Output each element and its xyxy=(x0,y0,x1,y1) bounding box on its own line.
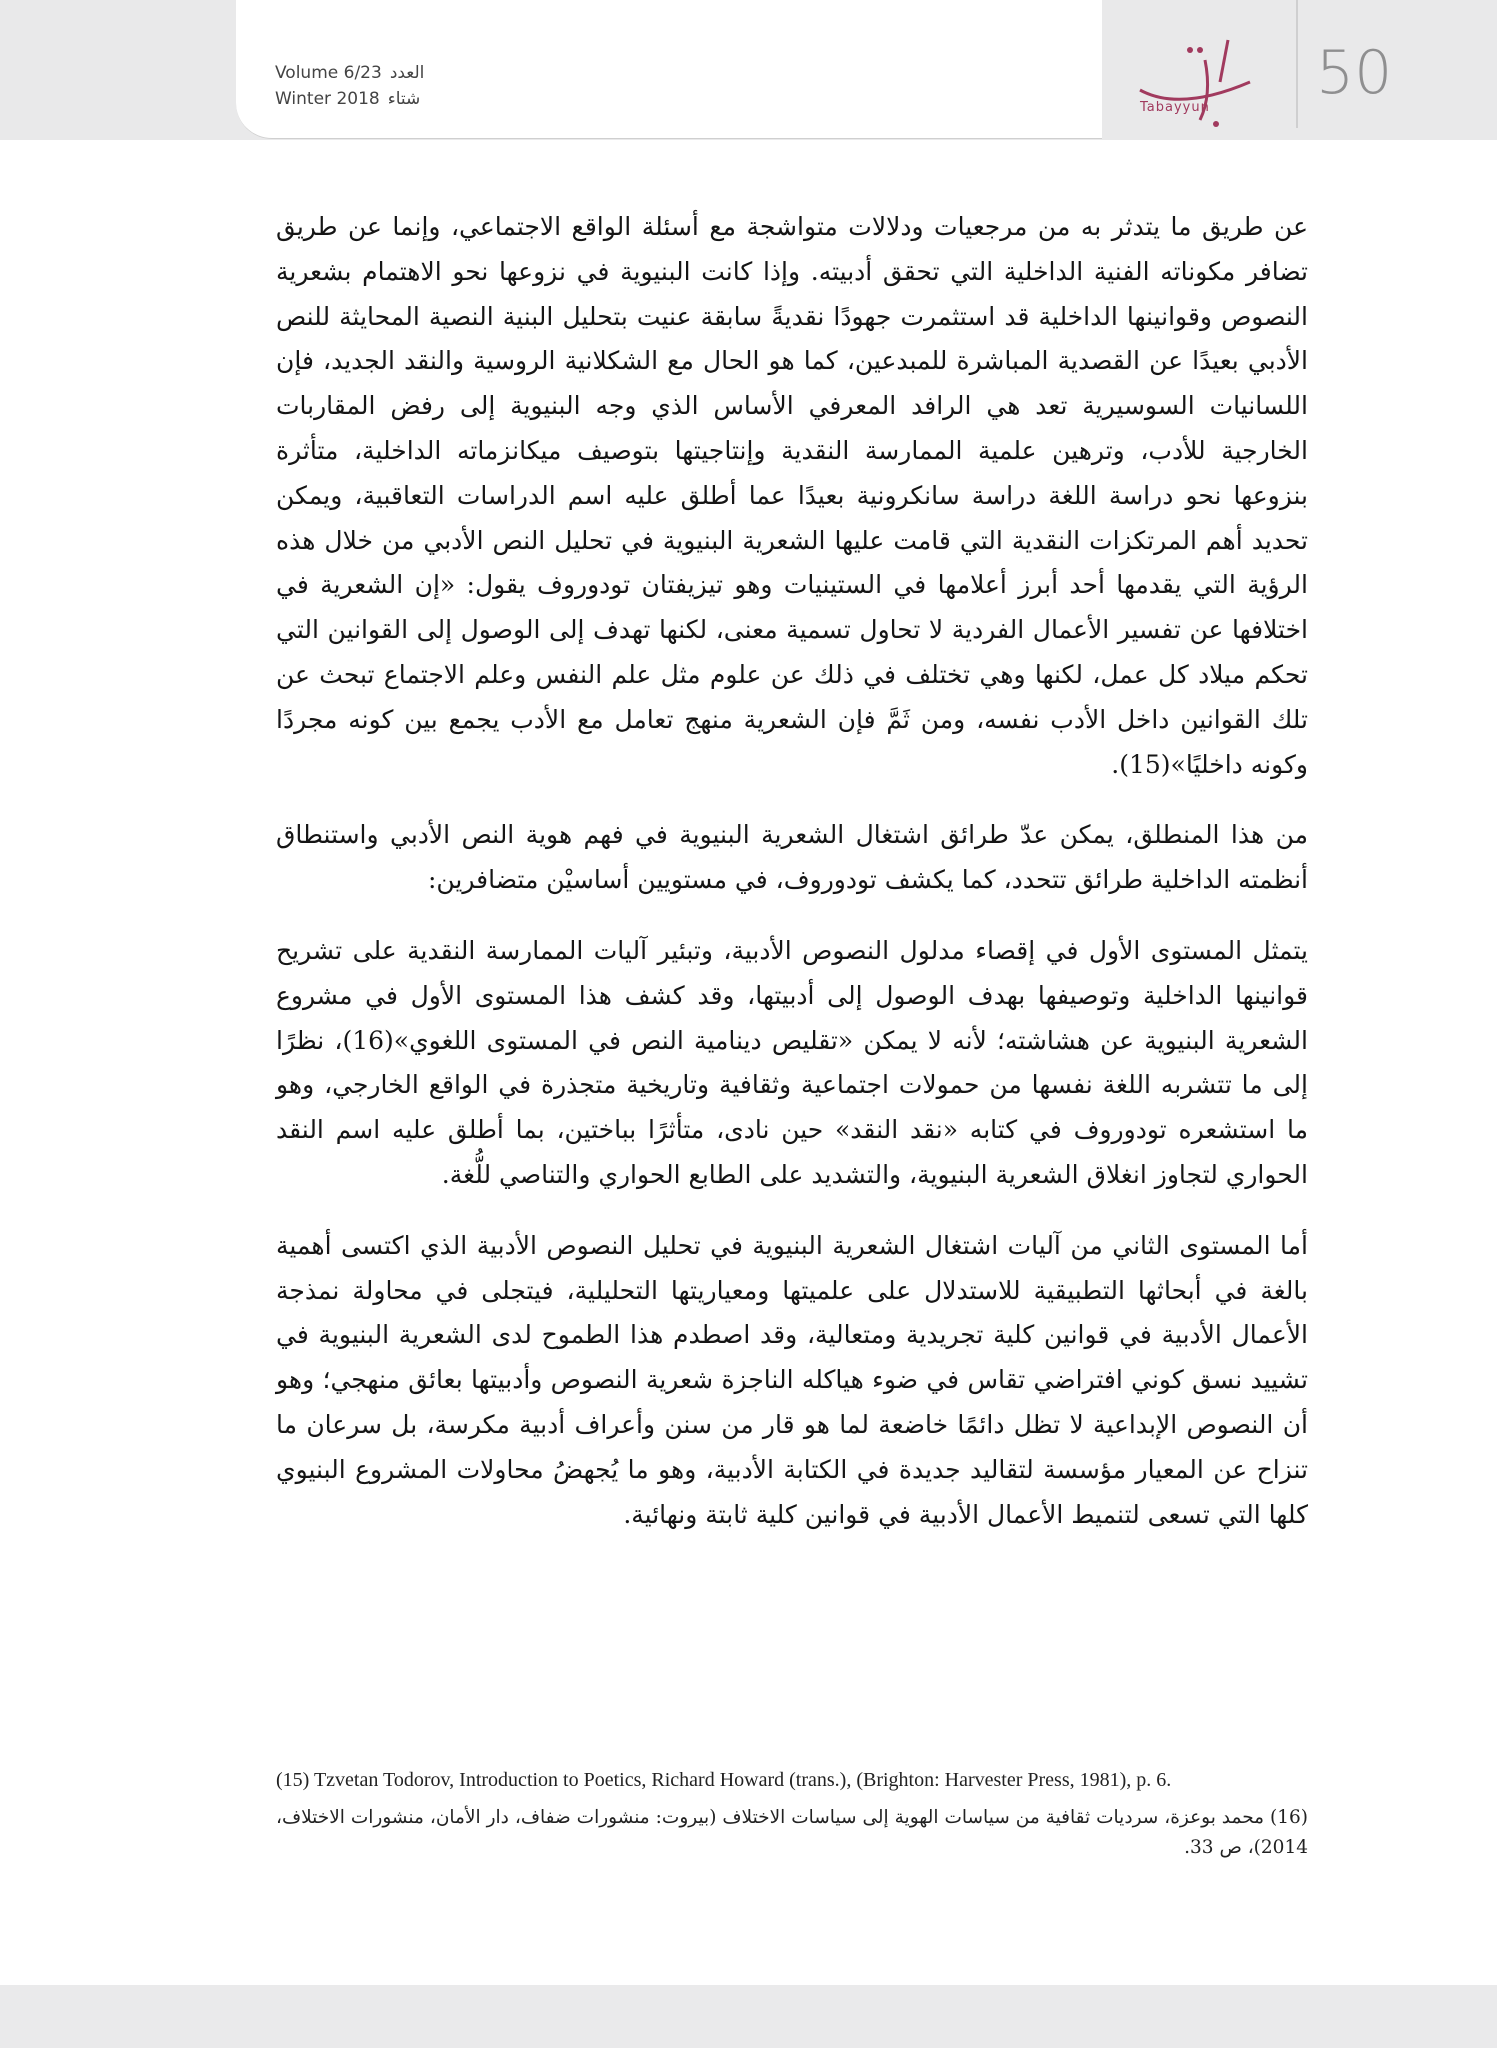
article-body xyxy=(276,205,1308,1563)
volume-line xyxy=(275,60,475,86)
paragraph: أما المستوى الثاني من آليات اشتغال الشعرية البنيوية في تحليل النصوص الأدبية الذي اكتسى أهمية بالغة في أبحاثها التطبيقية للاستدلال على علميتها ومعياريتها التحليلية، فيتجلى في محاولة نمذجة الأعمال الأدبية في قوانين كلية تجريدية ومتعالية، وقد اصطدم هذا الطموح لدى الشعرية البنيوية في تشييد نسق كوني افتراضي تقاس في ضوء هياكله الناجزة شعرية النصوص وأدبيتها بعائق منهجي؛ وهو أن النصوص الإبداعية لا تظل دائمًا خاضعة لما هو قار من سنن وأعراف أدبية مكرسة، بل سرعان ما تنزاح عن المعيار مؤسسة لتقاليد جديدة في الكتابة الأدبية، وهو ما يُجهضُ محاولات المشروع البنيوي كلها التي تسعى لتنميط الأعمال الأدبية في قوانين كلية ثابتة ونهائية. xyxy=(276,1230,1308,1529)
paragraph: يتمثل المستوى الأول في إقصاء مدلول النصوص الأدبية، وتبئير آليات الممارسة النقدية على تشريح قوانينها الداخلية وتوصيفها بهدف الوصول إلى أدبيتها، وقد كشف هذا المستوى الأول في مشروع الشعرية البنيوية عن هشاشته؛ لأنه لا يمكن «تقليص دينامية النص في المستوى اللغوي»(16)، نظرًا إلى ما تتشربه اللغة نفسها من حمولات اجتماعية وثقافية وتاريخية متجذرة في الواقع الخارجي، وهو ما استشعره تودوروف في كتابه «نقد النقد» حين نادى، متأثرًا بباختين، بما أطلق عليه اسم النقد الحواري لتجاوز انغلاق الشعرية البنيوية، والتشديد على الطابع الحواري والتناصي للُّغة. xyxy=(276,935,1308,1189)
footer-bar xyxy=(0,1985,1497,2048)
logo-text: تبيّن xyxy=(1120,20,1122,21)
season-line xyxy=(275,86,475,112)
volume-label: Volume 6/23 xyxy=(275,63,382,83)
footnotes xyxy=(276,1765,1308,1871)
paragraph: من هذا المنطلق، يمكن عدّ طرائق اشتغال الشعرية البنيوية في فهم هوية النص الأدبي واستنطاق أنظمته الداخلية طرائق تتحدد، كما يكشف تودوروف، في مستويين أساسيْن متضافرين: xyxy=(276,820,1308,895)
season-ar: شتاء xyxy=(387,89,421,109)
header-divider xyxy=(1296,0,1298,128)
page-number: 50 xyxy=(1316,38,1393,108)
logo-subtitle: Tabayyun xyxy=(1140,100,1210,115)
footnote-15: (15) Tzvetan Todorov, Introduction to Poetics, Richard Howard (trans.), (Brighton: Harvester Press, 1981), p. 6. xyxy=(276,1769,1172,1791)
issue-info xyxy=(275,60,475,112)
volume-ar: العدد xyxy=(389,63,425,83)
paragraph: عن طريق ما يتدثر به من مرجعيات ودلالات متواشجة مع أسئلة الواقع الاجتماعي، وإنما عن طريق تضافر مكوناته الفنية الداخلية التي تحقق أدبيته. وإذا كانت البنيوية في نزوعها نحو الاهتمام بشعرية النصوص وقوانينها الداخلية قد استثمرت جهودًا نقديةً سابقة عنيت بتحليل البنية النصية المحايثة للنص الأدبي بعيدًا عن القصدية المباشرة للمبدعين، كما هو الحال مع الشكلانية الروسية والنقد الجديد، فإن اللسانيات السوسيرية تعد هي الرافد المعرفي الأساس الذي وجه البنيوية إلى رفض المقاربات الخارجية للأدب، وترهين علمية الممارسة النقدية وإنتاجيتها بتوصيف ميكانزماته الداخلية، متأثرة بنزوعها نحو دراسة اللغة دراسة سانكرونية بعيدًا عما أطلق عليه اسم الدراسات التعاقبية، ويمكن تحديد أهم المرتكزات النقدية التي قامت عليها الشعرية البنيوية في تحليل النص الأدبي من خلال هذه الرؤية التي يقدمها أحد أبرز أعلامها في الستينيات وهو تيزيفتان تودوروف يقول: «إن الشعرية في اختلافها عن تفسير الأعمال الفردية لا تحاول تسمية معنى، لكنها تهدف إلى الوصول إلى القوانين التي تحكم ميلاد كل عمل، لكنها وهي تختلف في ذلك عن علوم مثل علم النفس وعلم الاجتماع تبحث عن تلك القوانين داخل الأدب نفسه، ومن ثَمَّ فإن الشعرية منهج تعامل مع الأدب يجمع بين كونه مجردًا وكونه داخليًا»(15). xyxy=(276,212,1308,779)
season-label: Winter 2018 xyxy=(275,89,380,109)
footnote-16: (16) محمد بوعزة، سرديات ثقافية من سياسات الهوية إلى سياسات الاختلاف (بيروت: منشورات ضفاف، دار الأمان، منشورات الاختلاف، 2014)، ص 33. xyxy=(276,1807,1308,1858)
